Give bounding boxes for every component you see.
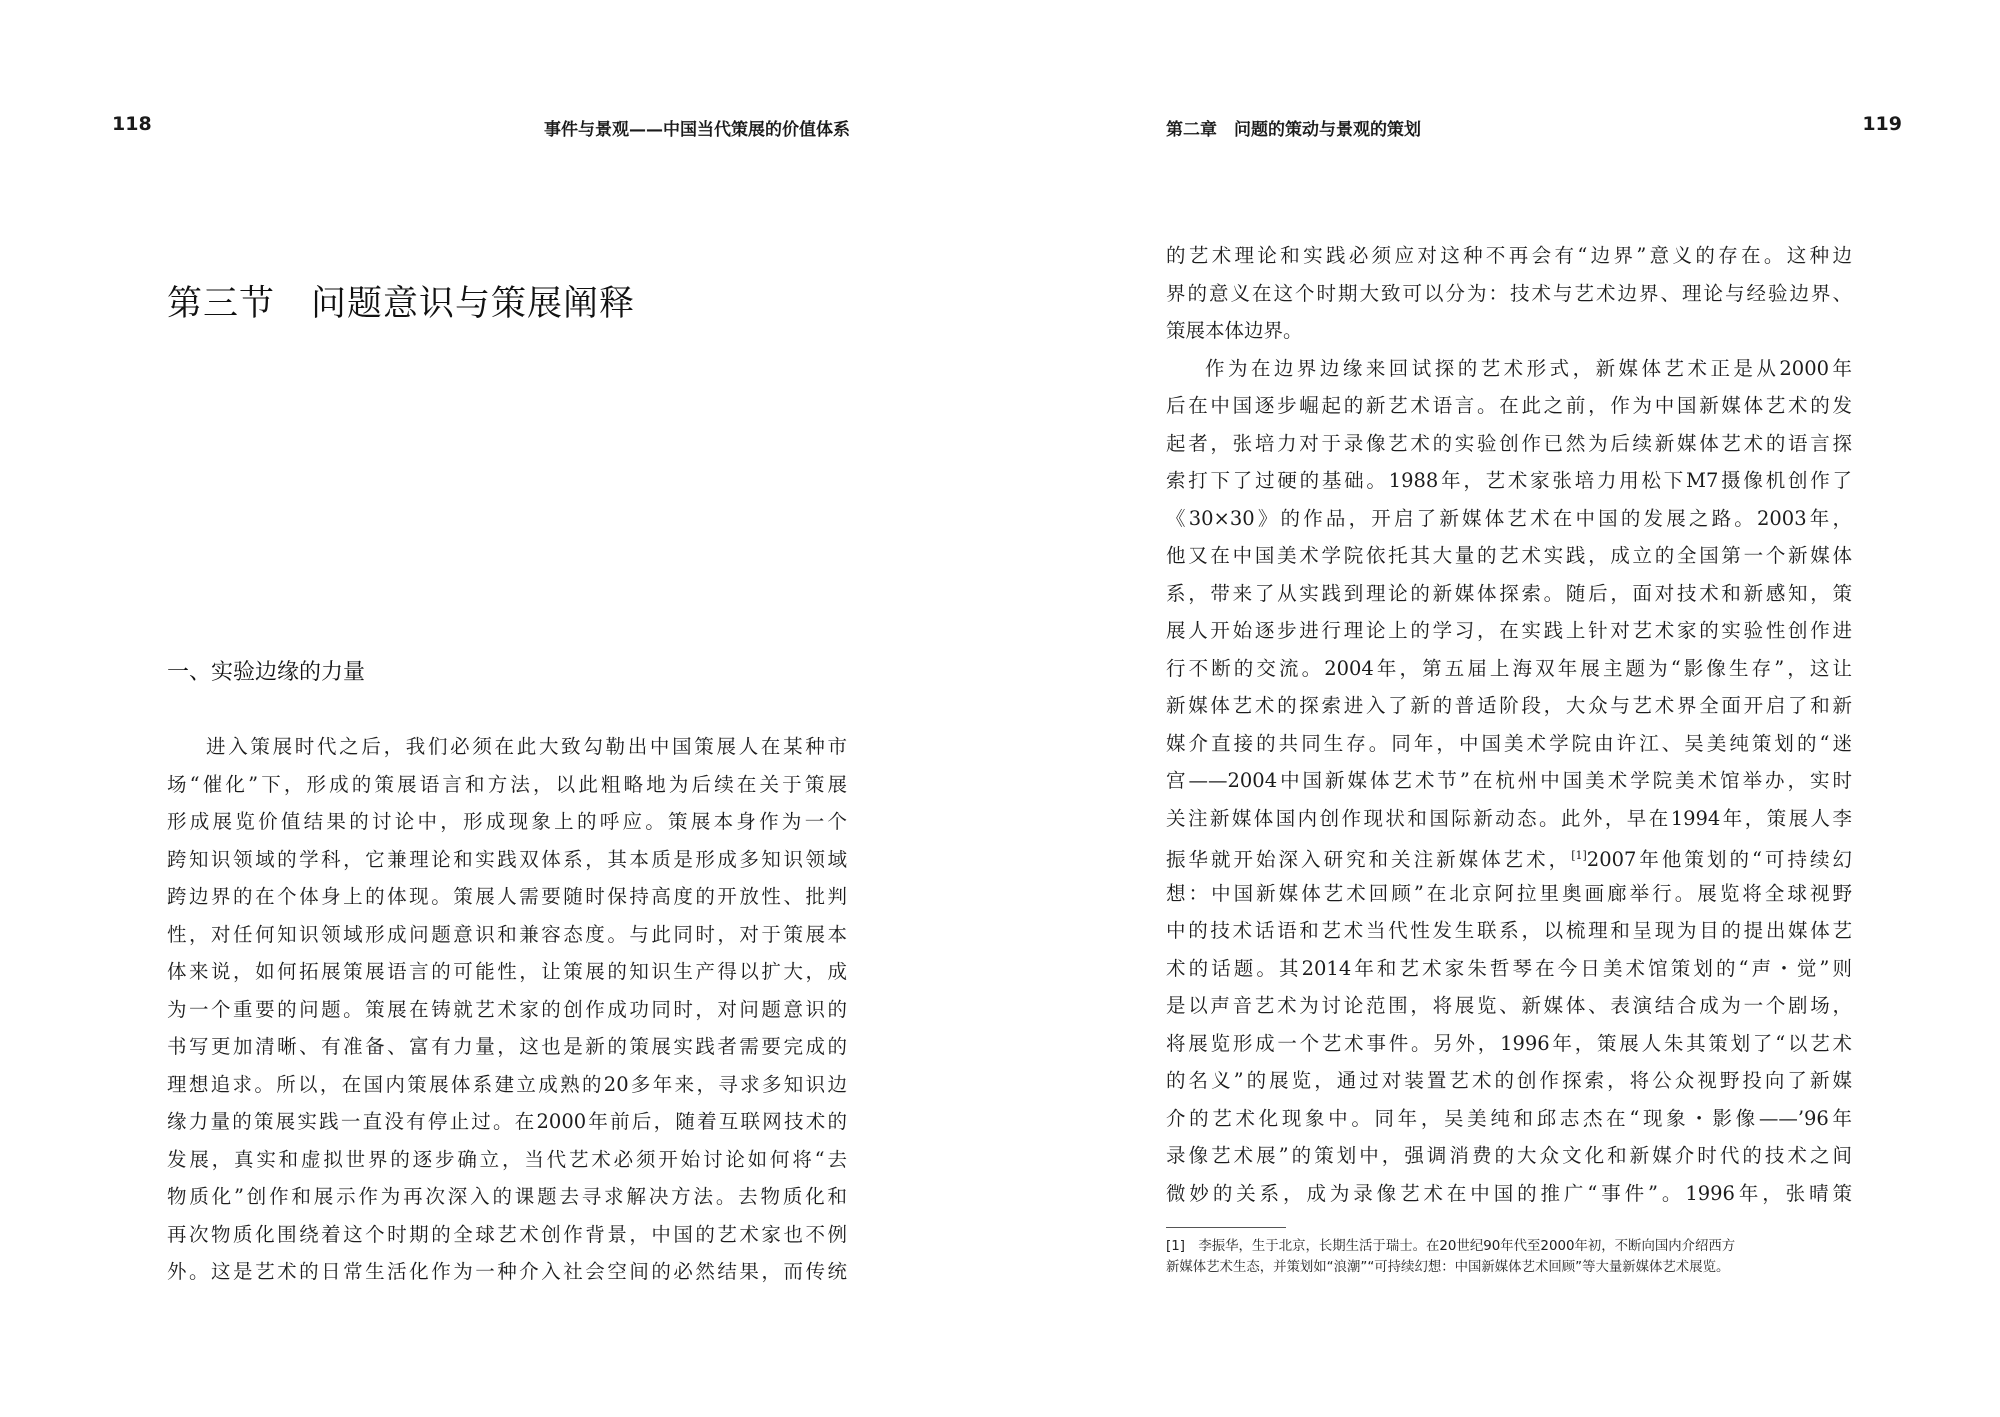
text-line: 想：中国新媒体艺术回顾”在北京阿拉里奥画廊举行。展览将全球视野 xyxy=(1166,881,1852,905)
text-line: 录像艺术展”的策划中，强调消费的大众文化和新媒介时代的技术之间 xyxy=(1166,1144,1852,1167)
running-header: 事件与景观——中国当代策展的价值体系 xyxy=(544,120,850,140)
text-line: 后在中国逐步崛起的新艺术语言。在此之前，作为中国新媒体艺术的发 xyxy=(1166,394,1852,417)
text-line: 跨边界的在个体身上的体现。策展人需要随时保持高度的开放性、批判 xyxy=(167,885,847,908)
text-line: 新媒体艺术的探索进入了新的普适阶段，大众与艺术界全面开启了和新 xyxy=(1166,694,1852,717)
section-title: 第三节 问题意识与策展阐释 xyxy=(167,284,636,324)
text-line: 体来说，如何拓展策展语言的可能性，让策展的知识生产得以扩大，成 xyxy=(167,960,847,983)
text-line: 将展览形成一个艺术事件。另外，1996年，策展人朱其策划了“以艺术 xyxy=(1166,1031,1852,1055)
text-line: 是以声音艺术为讨论范围，将展览、新媒体、表演结合成为一个剧场， xyxy=(1166,994,1852,1017)
text-line: 跨知识领域的学科，它兼理论和实践双体系，其本质是形成多知识领域 xyxy=(167,847,847,871)
body-text xyxy=(1166,237,1852,1212)
text-line: 系，带来了从实践到理论的新媒体探索。随后，面对技术和新感知，策 xyxy=(1166,581,1852,605)
text-line: 进入策展时代之后，我们必须在此大致勾勒出中国策展人在某种市 xyxy=(206,735,847,758)
footnote xyxy=(1166,1236,1856,1278)
text-line: 他又在中国美术学院依托其大量的艺术实践，成立的全国第一个新媒体 xyxy=(1166,544,1852,567)
text-line: 策展本体边界。 xyxy=(1166,319,1303,342)
text-line: 索打下了过硬的基础。1988年，艺术家张培力用松下M7摄像机创作了 xyxy=(1166,469,1852,492)
text-line: 中的技术话语和艺术当代性发生联系，以梳理和呈现为目的提出媒体艺 xyxy=(1166,919,1852,942)
text-line: 术的话题。其2014年和艺术家朱哲琴在今日美术馆策划的“声・觉”则 xyxy=(1166,956,1852,980)
footnote-divider xyxy=(1166,1227,1286,1228)
text-line: 理想追求。所以，在国内策展体系建立成熟的20多年来，寻求多知识边 xyxy=(167,1072,847,1096)
text-line: 《30×30》的作品，开启了新媒体艺术在中国的发展之路。2003年， xyxy=(1166,506,1852,530)
right-page xyxy=(1000,0,2000,1417)
running-header: 第二章 问题的策动与景观的策划 xyxy=(1166,120,1421,140)
text-line: 的名义”的展览，通过对装置艺术的创作探索，将公众视野投向了新媒 xyxy=(1166,1069,1852,1092)
text-line: 再次物质化围绕着这个时期的全球艺术创作背景，中国的艺术家也不例 xyxy=(167,1222,847,1246)
footnote-line: [1] 李振华，生于北京，长期生活于瑞士。在20世纪90年代至2000年初，不断向国内介绍西方 xyxy=(1166,1239,1736,1254)
text-segment: 2007年他策划的“可持续幻 xyxy=(1586,848,1852,871)
footnote-line: 新媒体艺术生态，并策划如“浪潮”“可持续幻想：中国新媒体艺术回顾”等大量新媒体艺术展览。 xyxy=(1166,1260,1730,1275)
page-number: 119 xyxy=(1862,113,1902,135)
text-line: 形成展览价值结果的讨论中，形成现象上的呼应。策展本身作为一个 xyxy=(167,810,847,833)
text-segment: 振华就开始深入研究和关注新媒体艺术， xyxy=(1166,848,1572,871)
text-line: 物质化”创作和展示作为再次深入的课题去寻求解决方法。去物质化和 xyxy=(167,1185,847,1208)
text-line: 缘力量的策展实践一直没有停止过。在2000年前后，随着互联网技术的 xyxy=(167,1110,847,1133)
text-line: 场“催化”下，形成的策展语言和方法，以此粗略地为后续在关于策展 xyxy=(167,772,847,796)
body-text xyxy=(167,728,847,1291)
text-line: 界的意义在这个时期大致可以分为：技术与艺术边界、理论与经验边界、 xyxy=(1166,281,1852,305)
text-line: 作为在边界边缘来回试探的艺术形式，新媒体艺术正是从2000年 xyxy=(1205,356,1852,380)
text-line xyxy=(1166,837,1852,875)
text-line: 媒介直接的共同生存。同年，中国美术学院由许江、吴美纯策划的“迷 xyxy=(1166,731,1852,755)
text-line: 起者，张培力对于录像艺术的实验创作已然为后续新媒体艺术的语言探 xyxy=(1166,431,1852,455)
text-line: 展人开始逐步进行理论上的学习，在实践上针对艺术家的实验性创作进 xyxy=(1166,619,1852,642)
text-line: 性，对任何知识领域形成问题意识和兼容态度。与此同时，对于策展本 xyxy=(167,922,847,946)
text-line: 为一个重要的问题。策展在铸就艺术家的创作成功同时，对问题意识的 xyxy=(167,997,847,1021)
text-line: 发展，真实和虚拟世界的逐步确立，当代艺术必须开始讨论如何将“去 xyxy=(167,1147,847,1171)
footnote-reference[interactable]: [1] xyxy=(1571,849,1587,862)
text-line: 的艺术理论和实践必须应对这种不再会有“边界”意义的存在。这种边 xyxy=(1166,244,1852,267)
page-number: 118 xyxy=(112,113,152,135)
text-line: 介的艺术化现象中。同年，吴美纯和邱志杰在“现象・影像——’96年 xyxy=(1166,1106,1852,1130)
text-line: 外。这是艺术的日常生活化作为一种介入社会空间的必然结果，而传统 xyxy=(167,1260,847,1283)
text-line: 宫——2004中国新媒体艺术节”在杭州中国美术学院美术馆举办，实时 xyxy=(1166,769,1852,792)
text-line: 行不断的交流。2004年，第五届上海双年展主题为“影像生存”，这让 xyxy=(1166,656,1852,680)
text-line: 微妙的关系，成为录像艺术在中国的推广“事件”。1996年，张晴策 xyxy=(1166,1181,1852,1205)
subsection-title: 一、实验边缘的力量 xyxy=(167,660,366,685)
text-line: 关注新媒体国内创作现状和国际新动态。此外，早在1994年，策展人李 xyxy=(1166,806,1852,830)
text-line: 书写更加清晰、有准备、富有力量，这也是新的策展实践者需要完成的 xyxy=(167,1035,847,1058)
